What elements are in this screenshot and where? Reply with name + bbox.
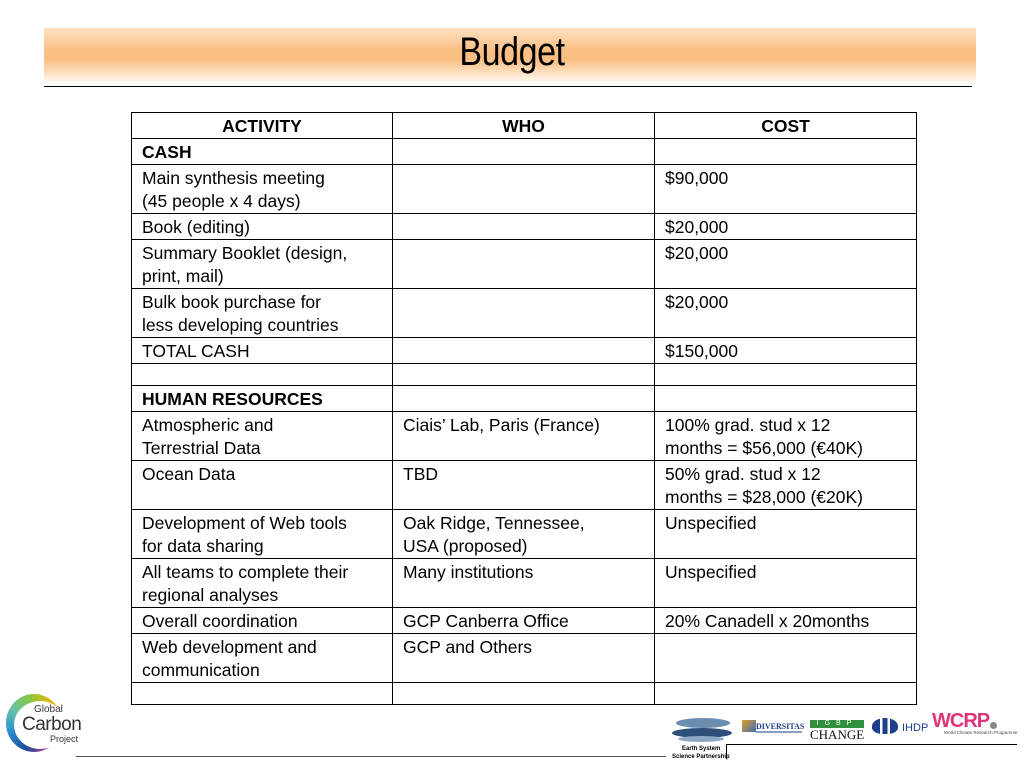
table-row (132, 634, 917, 683)
gcp-logo-line2: Carbon (22, 714, 82, 735)
table-row (132, 338, 917, 364)
cell-activity: Overall coordination (132, 608, 393, 634)
wcrp-logo (932, 710, 1022, 740)
ihdp-logo (872, 718, 932, 738)
cell-activity (132, 683, 393, 705)
table-row (132, 165, 917, 214)
table-row (132, 214, 917, 240)
cell-cost: 50% grad. stud x 12 months = $28,000 (€20K) (655, 461, 917, 510)
cell-who: GCP and Others (393, 634, 655, 683)
essp-wave-icon (676, 718, 730, 728)
cell-activity: HUMAN RESOURCES (132, 386, 393, 412)
diversitas-logo (742, 720, 804, 736)
cell-activity: TOTAL CASH (132, 338, 393, 364)
cell-who (393, 386, 655, 412)
table-row (132, 461, 917, 510)
cell-who (393, 683, 655, 705)
cell-activity: All teams to complete their regional analyses (132, 559, 393, 608)
wcrp-logo-text: WCRP (932, 710, 990, 732)
essp-logo-line1: Earth System (682, 746, 721, 752)
cell-who (393, 240, 655, 289)
cell-activity: Development of Web tools for data sharing (132, 510, 393, 559)
essp-logo-line2: Science Partnership (672, 754, 730, 760)
wcrp-logo-subtitle: World Climate Research Programme (944, 730, 1018, 735)
cell-cost (655, 683, 917, 705)
table-row (132, 386, 917, 412)
cell-cost: $20,000 (655, 289, 917, 338)
cell-who (393, 364, 655, 386)
cell-cost: $150,000 (655, 338, 917, 364)
cell-activity: CASH (132, 139, 393, 165)
cell-activity: Bulk book purchase for less developing countries (132, 289, 393, 338)
cell-cost: Unspecified (655, 510, 917, 559)
cell-who: GCP Canberra Office (393, 608, 655, 634)
ihdp-icon (872, 718, 898, 734)
cell-activity: Book (editing) (132, 214, 393, 240)
cell-cost (655, 634, 917, 683)
cell-who: Ciais’ Lab, Paris (France) (393, 412, 655, 461)
slide-title: Budget (459, 30, 565, 74)
gcp-logo-line1: Global (34, 704, 63, 715)
cell-activity: Atmospheric and Terrestrial Data (132, 412, 393, 461)
cell-cost: $20,000 (655, 240, 917, 289)
footer-rule (76, 756, 666, 757)
igbp-logo-bar: IGBP (810, 720, 864, 728)
diversitas-icon (742, 720, 756, 732)
diversitas-logo-text: DIVERSITAS (756, 722, 805, 731)
table-row (132, 364, 917, 386)
table-row (132, 240, 917, 289)
cell-activity: Summary Booklet (design, print, mail) (132, 240, 393, 289)
cell-cost: 20% Canadell x 20months (655, 608, 917, 634)
cell-who (393, 214, 655, 240)
gcp-logo-line3: Project (50, 734, 79, 744)
cell-cost: $90,000 (655, 165, 917, 214)
budget-table (131, 112, 917, 705)
cell-activity: Main synthesis meeting (45 people x 4 days) (132, 165, 393, 214)
cell-who (393, 165, 655, 214)
header-activity: ACTIVITY (132, 113, 393, 139)
global-carbon-project-logo (4, 690, 84, 762)
cell-who: Oak Ridge, Tennessee, USA (proposed) (393, 510, 655, 559)
igbp-logo-text: CHANGE (810, 727, 865, 742)
cell-who (393, 338, 655, 364)
partners-bracket (726, 744, 1017, 759)
cell-who (393, 289, 655, 338)
cell-cost: 100% grad. stud x 12 months = $56,000 (€40K) (655, 412, 917, 461)
cell-activity (132, 364, 393, 386)
wcrp-dot-icon (990, 722, 997, 729)
table-row (132, 289, 917, 338)
cell-who: Many institutions (393, 559, 655, 608)
table-row (132, 510, 917, 559)
cell-cost (655, 386, 917, 412)
header-cost: COST (655, 113, 917, 139)
table-header-row (132, 113, 917, 139)
table-row (132, 683, 917, 705)
cell-activity: Ocean Data (132, 461, 393, 510)
cell-cost: $20,000 (655, 214, 917, 240)
cell-who: TBD (393, 461, 655, 510)
ihdp-logo-text: IHDP (902, 722, 929, 734)
table-row (132, 559, 917, 608)
header-who: WHO (393, 113, 655, 139)
table-row (132, 412, 917, 461)
table-row (132, 608, 917, 634)
igbp-logo (810, 720, 864, 742)
cell-cost: Unspecified (655, 559, 917, 608)
title-underline (44, 86, 972, 87)
cell-activity: Web development and communication (132, 634, 393, 683)
table-body (132, 139, 917, 705)
cell-cost (655, 364, 917, 386)
cell-cost (655, 139, 917, 165)
table-row (132, 139, 917, 165)
cell-who (393, 139, 655, 165)
